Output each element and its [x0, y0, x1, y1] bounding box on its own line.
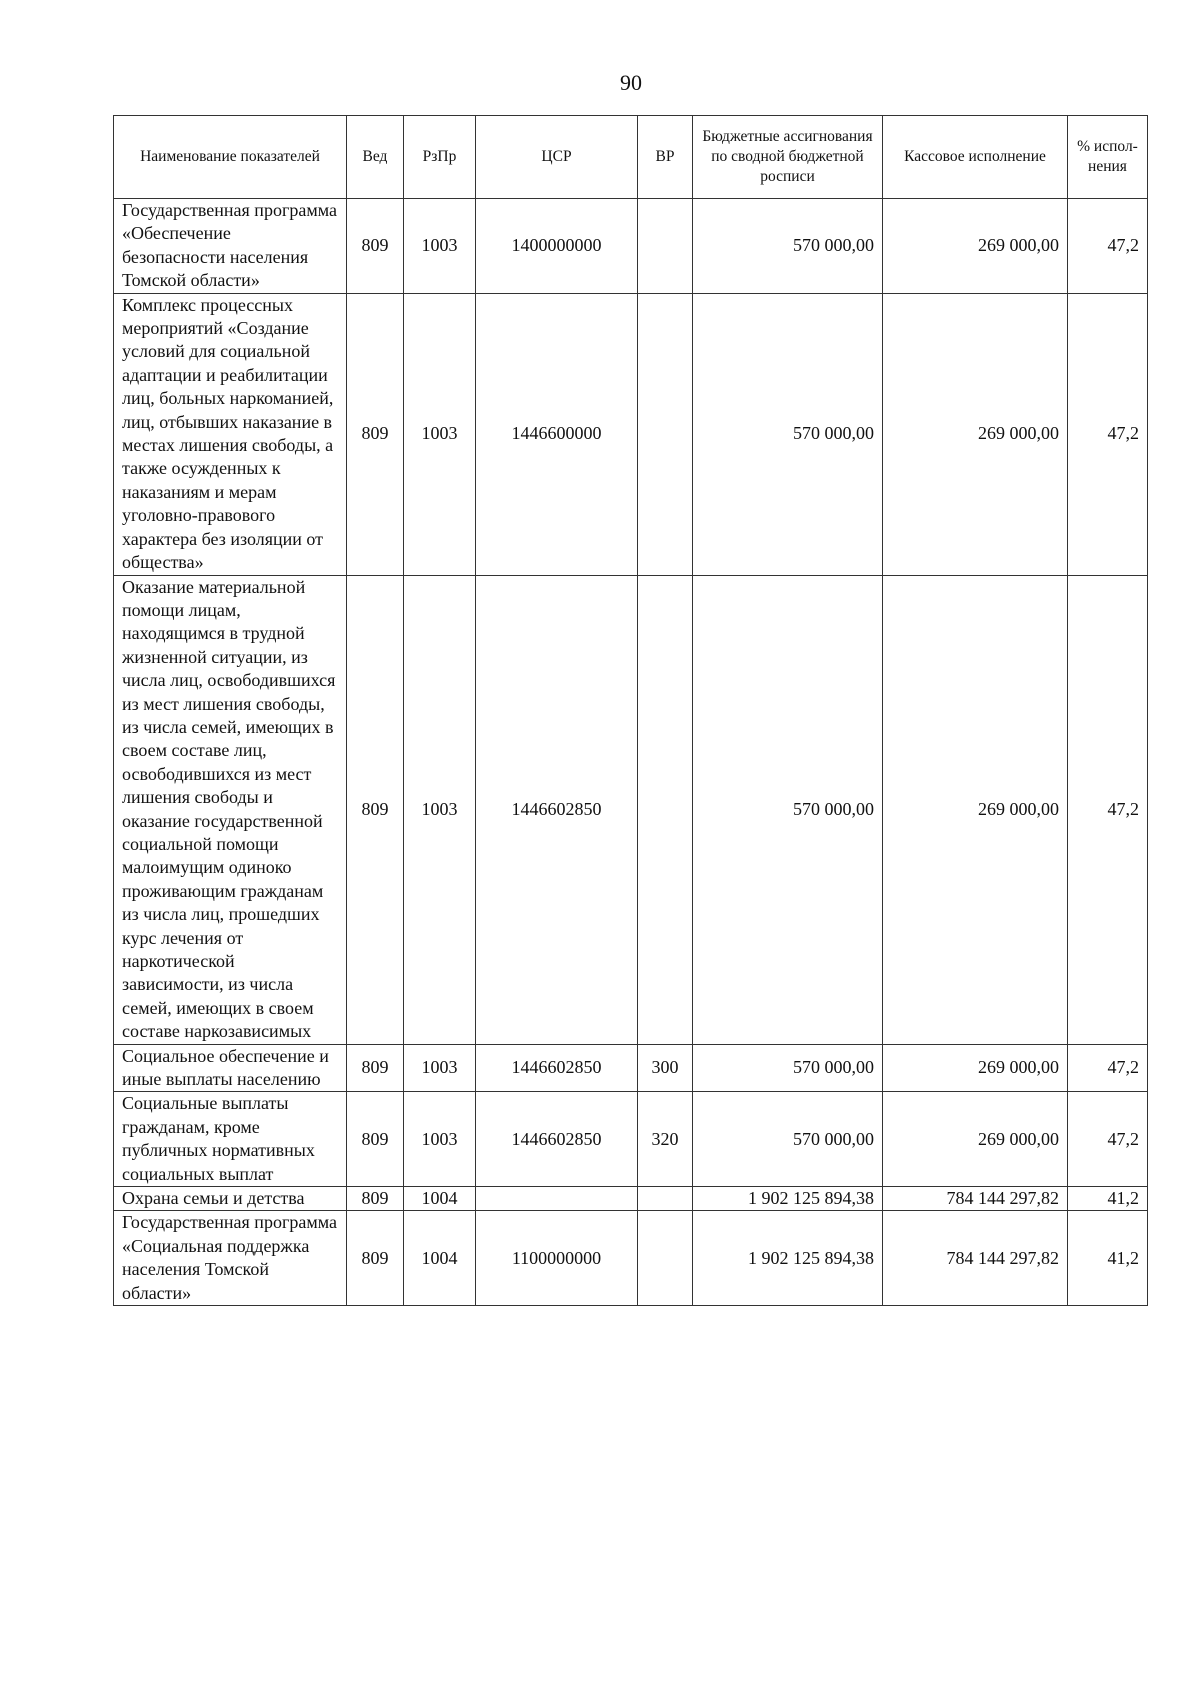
row-ved: 809: [347, 1092, 404, 1187]
header-allocations: Бюджетные ассигнования по сводной бюджетной росписи: [693, 116, 883, 199]
header-vr: ВР: [638, 116, 693, 199]
header-rzpr: РзПр: [404, 116, 476, 199]
header-name: Наименование показателей: [114, 116, 347, 199]
row-name: Охрана семьи и детства: [114, 1187, 347, 1211]
row-vr: [638, 1187, 693, 1211]
row-cash: 269 000,00: [883, 575, 1068, 1044]
row-allocations: 570 000,00: [693, 293, 883, 575]
row-vr: [638, 1211, 693, 1306]
row-csr: 1446602850: [476, 1092, 638, 1187]
budget-execution-table: [113, 115, 1148, 1306]
row-name: Государственная программа «Обеспечение безопасности населения Томской области»: [114, 199, 347, 294]
header-cash: Кассовое исполнение: [883, 116, 1068, 199]
row-rzpr: 1003: [404, 1092, 476, 1187]
row-percent: 47,2: [1068, 575, 1148, 1044]
row-percent: 47,2: [1068, 1044, 1148, 1092]
row-vr: 320: [638, 1092, 693, 1187]
row-ved: 809: [347, 199, 404, 294]
row-vr: [638, 293, 693, 575]
row-percent: 47,2: [1068, 199, 1148, 294]
row-cash: 784 144 297,82: [883, 1187, 1068, 1211]
row-csr: 1446600000: [476, 293, 638, 575]
row-allocations: 570 000,00: [693, 1092, 883, 1187]
header-ved: Вед: [347, 116, 404, 199]
row-rzpr: 1004: [404, 1211, 476, 1306]
row-ved: 809: [347, 575, 404, 1044]
table-row: [114, 1092, 1148, 1187]
row-cash: 269 000,00: [883, 1092, 1068, 1187]
row-rzpr: 1004: [404, 1187, 476, 1211]
row-name: Государственная программа «Социальная поддержка населения Томской области»: [114, 1211, 347, 1306]
row-name: Оказание материальной помощи лицам, находящимся в трудной жизненной ситуации, из числа лиц, освободившихся из мест лишения свободы, из числа семей, имеющих в своем составе лиц, освободившихся из мест лишения свободы и оказание государственной социальной помощи малоимущим одиноко проживающим гражданам из числа лиц, прошедших курс лечения от наркотической зависимости, из числа семей, имеющих в своем составе наркозависимых: [114, 575, 347, 1044]
row-ved: 809: [347, 293, 404, 575]
table-row: [114, 199, 1148, 294]
row-cash: 269 000,00: [883, 1044, 1068, 1092]
row-cash: 269 000,00: [883, 199, 1068, 294]
row-percent: 41,2: [1068, 1211, 1148, 1306]
row-csr: [476, 1187, 638, 1211]
row-csr: 1446602850: [476, 1044, 638, 1092]
row-name: Комплекс процессных мероприятий «Создание условий для социальной адаптации и реабилитации лиц, больных наркоманией, лиц, отбывших наказание в местах лишения свободы, а также осужденных к наказаниям и мерам уголовно-правового характера без изоляции от общества»: [114, 293, 347, 575]
table-row: [114, 1211, 1148, 1306]
header-csr: ЦСР: [476, 116, 638, 199]
row-rzpr: 1003: [404, 293, 476, 575]
row-cash: 269 000,00: [883, 293, 1068, 575]
row-percent: 47,2: [1068, 1092, 1148, 1187]
row-cash: 784 144 297,82: [883, 1211, 1068, 1306]
row-csr: 1446602850: [476, 575, 638, 1044]
page-number: 90: [620, 70, 642, 95]
row-allocations: 570 000,00: [693, 575, 883, 1044]
row-vr: [638, 199, 693, 294]
table-row: [114, 1187, 1148, 1211]
row-ved: 809: [347, 1187, 404, 1211]
row-allocations: 570 000,00: [693, 1044, 883, 1092]
row-vr: [638, 575, 693, 1044]
table-row: [114, 293, 1148, 575]
row-rzpr: 1003: [404, 1044, 476, 1092]
row-name: Социальное обеспечение и иные выплаты населению: [114, 1044, 347, 1092]
row-csr: 1100000000: [476, 1211, 638, 1306]
row-allocations: 570 000,00: [693, 199, 883, 294]
row-name: Социальные выплаты гражданам, кроме публичных нормативных социальных выплат: [114, 1092, 347, 1187]
row-ved: 809: [347, 1044, 404, 1092]
table-row: [114, 575, 1148, 1044]
row-percent: 41,2: [1068, 1187, 1148, 1211]
row-rzpr: 1003: [404, 575, 476, 1044]
row-allocations: 1 902 125 894,38: [693, 1211, 883, 1306]
table-row: [114, 1044, 1148, 1092]
header-percent: % испол-нения: [1068, 116, 1148, 199]
table-header-row: [114, 116, 1148, 199]
row-csr: 1400000000: [476, 199, 638, 294]
row-percent: 47,2: [1068, 293, 1148, 575]
row-rzpr: 1003: [404, 199, 476, 294]
row-ved: 809: [347, 1211, 404, 1306]
row-allocations: 1 902 125 894,38: [693, 1187, 883, 1211]
row-vr: 300: [638, 1044, 693, 1092]
